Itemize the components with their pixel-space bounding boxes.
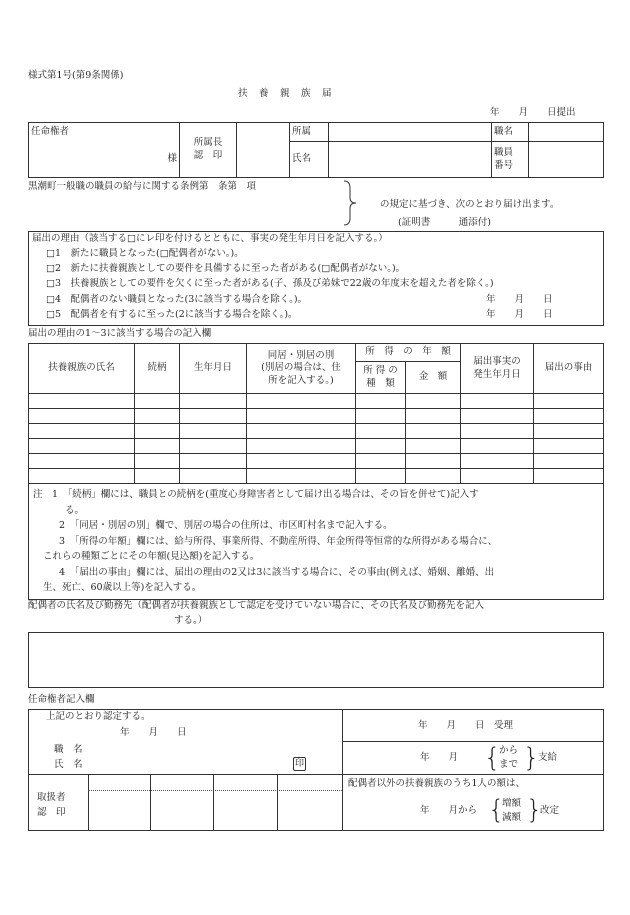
reason-5-date[interactable]: 年 月 日	[486, 309, 553, 320]
table-row[interactable]	[29, 409, 604, 424]
right-line-1	[342, 741, 604, 742]
spouse-field[interactable]	[28, 632, 604, 688]
col-cohab-2: (別居の場合は、住	[261, 362, 341, 374]
reason-item-3[interactable]: □3 扶養親族としての要件を欠くに至った者がある(子、孫及び弟妹で22歳の年度末を超えた者を除く。)	[46, 278, 494, 289]
table-row[interactable]	[29, 454, 604, 469]
staff-no-label-cell	[492, 142, 529, 178]
col-fact-1: 届出事実の	[473, 355, 521, 367]
col-cohab	[247, 344, 356, 394]
handler-seal-field-4[interactable]	[278, 791, 341, 830]
appointer-heading: 任命権者記入欄	[28, 694, 95, 705]
pay-year-month[interactable]: 年 月	[420, 752, 459, 763]
handler-label	[37, 790, 66, 820]
appointer-cell	[29, 123, 180, 178]
reasons-heading: 届出の理由（該当する□にレ印を付けるとともに、事実の発生年月日を記入する。）	[32, 233, 388, 244]
handler-seal-field-3[interactable]	[214, 791, 276, 830]
revise-brace-open-icon: {	[488, 795, 505, 825]
sama-label: 様	[167, 152, 177, 164]
position-label: 職名	[492, 123, 529, 142]
top-info-table	[28, 122, 604, 178]
received-date[interactable]: 年 月 日 受理	[418, 720, 514, 731]
table-row[interactable]	[29, 439, 604, 454]
basis-brace-icon	[342, 180, 358, 226]
col-income-type-1: 所 得 の	[363, 364, 398, 376]
revise-word: 改定	[540, 805, 560, 816]
certify-text: 上記のとおり認定する。	[46, 711, 151, 722]
right-line-2	[342, 774, 604, 775]
note-1-cont: る。	[65, 504, 85, 516]
chief-seal-label: 認 印	[193, 150, 223, 161]
col-relation: 続柄	[135, 344, 180, 394]
form-title: 扶 養 親 族 届	[238, 88, 333, 99]
chief-seal-field[interactable]	[237, 123, 290, 178]
table-row[interactable]	[29, 394, 604, 409]
reason-item-2[interactable]: □2 新たに扶養親族としての要件を具備するに至った者がある(□配偶者がない。)。	[46, 263, 406, 274]
col-fact	[461, 344, 534, 394]
note-2: 2 「同居・別居の別」欄で、別居の場合の住所は、市区町村名まで記入する。	[59, 520, 393, 531]
staff-no-label-1: 職員	[494, 146, 514, 158]
staff-no-field[interactable]	[529, 142, 604, 178]
revise-brace-close-icon: }	[526, 795, 543, 825]
chief-label: 所属長	[193, 137, 223, 149]
note-4-cont: 生、死亡、60歳以上等)を記入する。	[43, 582, 202, 593]
note-3: 3 「所得の年額」欄には、給与所得、事業所得、不動産所得、年金所得等恒常的な所得がある場合に、	[59, 535, 498, 547]
pay-from-to	[499, 744, 518, 772]
col-fact-2: 発生年月日	[473, 368, 521, 380]
handler-label-2: 認 印	[37, 807, 66, 818]
note-3-cont: これらの種類ごとにその年額(見込額)を記入する。	[43, 551, 260, 562]
reason-4-date[interactable]: 年 月 日	[486, 294, 553, 305]
col-birth: 生年月日	[180, 344, 247, 394]
name-field[interactable]	[329, 142, 492, 178]
reason-item-1[interactable]: □1 新たに職員となった(□配偶者がない。)。	[46, 248, 244, 259]
dept-field[interactable]	[329, 123, 492, 142]
entry-heading: 届出の理由の1～3に該当する場合の記入欄	[28, 328, 212, 339]
other-dependents-text: 配偶者以外の扶養親族のうち1人の額は、	[348, 778, 526, 789]
dept-label: 所属	[290, 123, 329, 142]
handler-label-1: 取扱者	[37, 792, 66, 803]
form-number: 様式第1号(第9条関係)	[28, 70, 124, 81]
col-income-type-2: 種 類	[366, 377, 395, 389]
note-1: 注 1 「続柄」欄には、職員との続柄を(重度心身障害者として届け出る場合は、その旨を併せて)記入す	[33, 489, 479, 500]
seal-icon: 印	[295, 759, 305, 769]
spouse-line-2: する。）	[174, 615, 208, 626]
col-name: 扶養親族の氏名	[29, 344, 135, 394]
basis-line-1: 黒潮町一般職の職員の給与に関する条例第 条第 項	[28, 181, 257, 192]
spouse-line-1: 配偶者の氏名及び勤務先（配偶者が扶養親族として認定を受けていない場合に、その氏名及び勤務先を記入	[28, 600, 485, 611]
col-income: 所 得 の 年 額	[356, 344, 461, 362]
increase-option[interactable]: 増額	[502, 798, 522, 809]
notes-cell	[29, 484, 604, 600]
col-amount: 金 額	[406, 362, 461, 394]
pay-brace-close-icon: }	[523, 743, 540, 773]
note-4: 4 「届出の事由」欄には、届出の理由の2又は3に該当する場合に、その事由(例えば、婚姻、離婚、出	[59, 566, 495, 578]
chief-seal-label-cell	[180, 123, 237, 178]
position-text: 職 名	[54, 744, 83, 755]
col-cohab-1: 同居・別居の別	[267, 349, 335, 361]
certificate-count: (証明書 通添付)	[398, 217, 491, 228]
revision-from[interactable]: 年 月から	[420, 805, 478, 816]
pay-word: 支給	[538, 752, 558, 763]
dependents-table	[28, 343, 604, 600]
certify-date[interactable]: 年 月 日	[120, 727, 187, 738]
pay-from[interactable]: から	[499, 745, 519, 756]
appointer-label: 任命権者	[31, 126, 70, 137]
name-label: 氏名	[290, 142, 329, 178]
pay-to[interactable]: まで	[499, 759, 519, 770]
section-divider	[342, 709, 343, 831]
handler-seal-field-1[interactable]	[89, 791, 149, 830]
col-cohab-3: 所を記入する。)	[268, 374, 334, 386]
submission-date: 年 月 日提出	[490, 107, 576, 118]
staff-no-label-2: 番号	[494, 159, 514, 171]
col-matter: 届出の事由	[534, 344, 604, 394]
table-row[interactable]	[29, 424, 604, 439]
pay-brace-open-icon: {	[484, 743, 501, 773]
decrease-option[interactable]: 減額	[502, 812, 522, 823]
increase-decrease	[502, 797, 521, 825]
reason-item-5[interactable]: □5 配偶者を有するに至った(2に該当する場合を除く。)。	[46, 309, 298, 320]
basis-line-2: の規定に基づき、次のとおり届け出ます。	[380, 199, 560, 210]
table-row[interactable]	[29, 469, 604, 484]
position-field[interactable]	[529, 123, 604, 142]
handler-seal-field-2[interactable]	[151, 791, 212, 830]
name-text: 氏 名	[54, 759, 83, 770]
handler-top-line	[28, 774, 342, 775]
col-income-type	[356, 362, 406, 394]
reason-item-4[interactable]: □4 配偶者のない職員となった(3に該当する場合を除く。)。	[46, 294, 308, 305]
